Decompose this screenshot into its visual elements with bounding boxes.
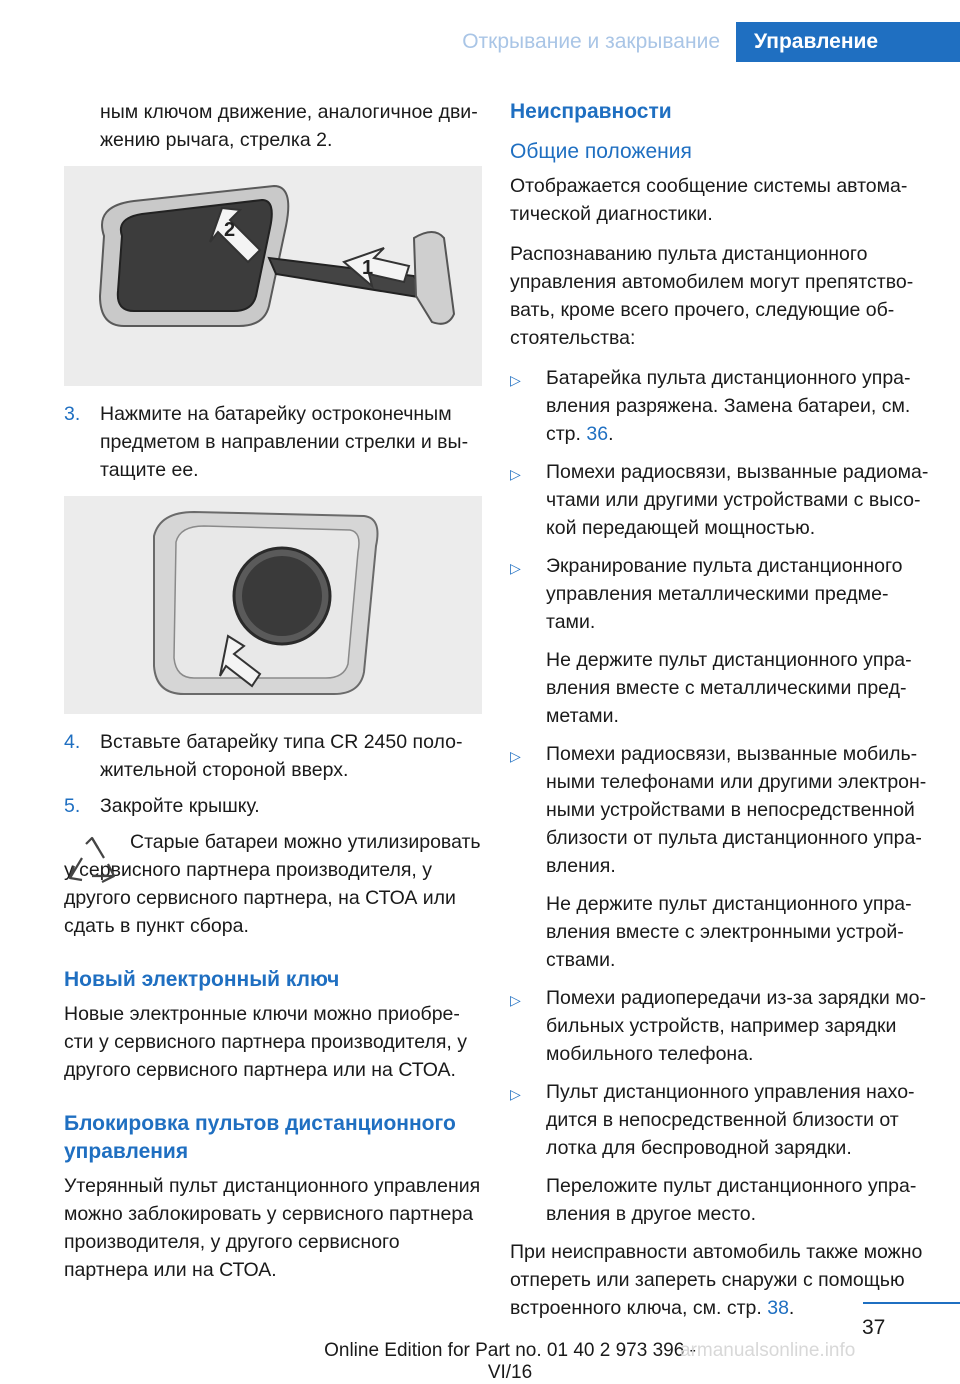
step-number: 3. — [64, 403, 81, 425]
fault-text: Помехи радиопередачи из-за зарядки мобильных устройств, например зарядки мобильного телефона. — [546, 987, 926, 1065]
fault-advice-metal: Не держите пульт дистанционного управления вместе с металлическими предметами. — [546, 649, 912, 727]
step-number: 4. — [64, 731, 81, 753]
fault-text: Помехи радиосвязи, вызванные радиомачтами или другими устройствами с высокой передающей мощностью. — [546, 461, 929, 539]
page-number: 37 — [862, 1316, 886, 1339]
heading-block-remote: Блокировка пультов дистанционного управления — [64, 1112, 456, 1163]
heading-faults: Неисправности — [510, 100, 672, 123]
step-number: 5. — [64, 795, 81, 817]
step-text: Закройте крышку. — [100, 795, 260, 817]
triangle-bullet-icon: ▷ — [510, 466, 521, 482]
intro-text: ным ключом движение, аналогичное движению рычага, стрелка 2. — [100, 101, 478, 151]
step-5 — [64, 792, 482, 820]
block-remote-text: Утерянный пульт дистанционного управления можно заблокировать у сервисного партнера производителя, у другого сервисного партнера или на СТОА. — [64, 1175, 481, 1281]
fault-text: Пульт дистанционного управления находится в непосредственной близости от лотка для беспроводной зарядки. — [546, 1081, 915, 1159]
battery-figure — [64, 496, 482, 714]
fault-item-radio-masts — [510, 458, 930, 542]
page-link-36[interactable]: 36 — [586, 423, 609, 445]
step-4 — [64, 728, 482, 784]
key-removal-figure — [64, 166, 482, 386]
fault-advice-electronics: Не держите пульт дистанционного управления вместе с электронными устройствами. — [546, 893, 912, 971]
battery-illustration — [64, 496, 482, 714]
fault-item-mobile — [510, 740, 930, 880]
triangle-bullet-icon: ▷ — [510, 560, 521, 576]
fault-text: Экранирование пульта дистанционного управления металлическими предметами. — [546, 555, 903, 633]
edition-line: Online Edition for Part no. 01 40 2 973 396 - VI/16 — [324, 1340, 696, 1383]
arrow-1-label: 1 — [362, 257, 374, 279]
fault-item-charging — [510, 984, 930, 1068]
integrated-key-note: При неисправности автомобиль также можно отпереть или запереть снаружи с помощью встроенного ключа, см. стр. 38. — [510, 1241, 923, 1319]
triangle-bullet-icon: ▷ — [510, 992, 521, 1008]
recycle-icon — [64, 834, 120, 890]
faults-conditions: Распознаванию пульта дистанционного управления автомобилем могут препятствовать, кроме всего прочего, следующие обстоятельства: — [510, 243, 914, 349]
heading-general: Общие положения — [510, 140, 692, 163]
fault-item-wireless-tray — [510, 1078, 930, 1162]
recycle-text: Старые батареи можно утилизировать у сервисного партнера производителя, у другого сервисного партнера, на СТОА или сдать в пункт сбора. — [64, 831, 481, 937]
triangle-bullet-icon: ▷ — [510, 1086, 521, 1102]
fault-text: Помехи радиосвязи, вызванные мобильными телефонами или другими электронными устройствами в непосредственной близости от пульта дистанционного управления. — [546, 743, 927, 877]
fault-item-metal — [510, 552, 930, 636]
step-text: Вставьте батарейку типа CR 2450 положительной стороной вверх. — [100, 731, 463, 781]
footer-rule — [863, 1302, 960, 1304]
fault-advice-move: Переложите пульт дистанционного управления в другое место. — [546, 1175, 917, 1225]
page-link-38[interactable]: 38 — [767, 1297, 789, 1319]
faults-intro: Отображается сообщение системы автоматической диагностики. — [510, 175, 908, 225]
fault-text: Батарейка пульта дистанционного управления разряжена. Замена батареи, см. стр. — [546, 367, 911, 445]
step-text: Нажмите на батарейку остроконечным предметом в направлении стрелки и вытащите ее. — [100, 403, 469, 481]
header-chapter-tab[interactable]: Управление — [736, 22, 960, 62]
watermark: armanualsonline.info — [680, 1340, 856, 1361]
key-removal-illustration — [64, 166, 482, 386]
arrow-2-label: 2 — [224, 219, 236, 241]
new-key-text: Новые электронные ключи можно приобрести у сервисного партнера производителя, у другого сервисного партнера или на СТОА. — [64, 1003, 467, 1081]
triangle-bullet-icon: ▷ — [510, 372, 521, 388]
step-3 — [64, 400, 482, 484]
fault-item-battery: ▷ Батарейка пульта дистанционного управления разряжена. Замена батареи, см. стр. 36. — [510, 364, 930, 448]
recycling-note — [64, 828, 482, 940]
triangle-bullet-icon: ▷ — [510, 748, 521, 764]
heading-new-key: Новый электронный ключ — [64, 968, 340, 991]
header-section-title: Открывание и закрывание — [462, 30, 720, 53]
right-column — [510, 98, 930, 1334]
left-column — [64, 98, 482, 1296]
